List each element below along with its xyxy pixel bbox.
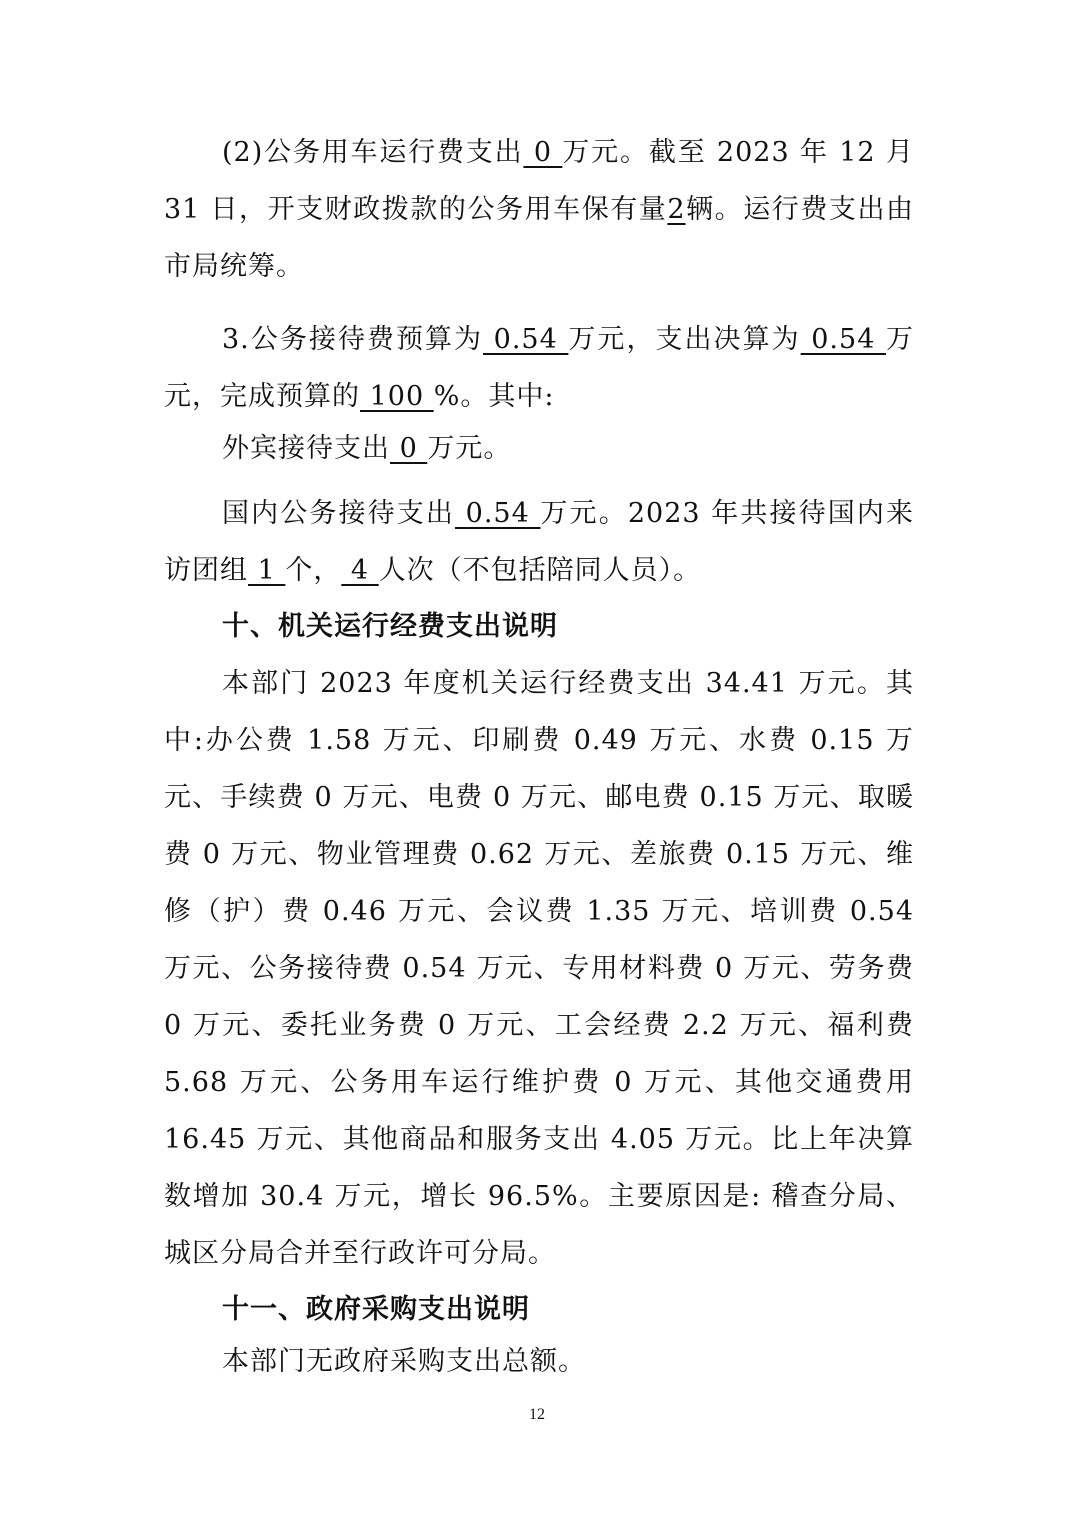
text-span: (2)公务用车运行费支出	[222, 137, 524, 168]
paragraph-domestic-reception	[164, 485, 914, 599]
text-span: 3.公务接待费预算为	[222, 324, 484, 355]
page-number: 12	[529, 1406, 545, 1423]
paragraph-foreign-reception	[164, 425, 914, 473]
filled-value: 4	[341, 555, 379, 586]
filled-value: 0.54	[800, 324, 886, 355]
text-span: 万元。2023 年共接待国内来访团组	[164, 498, 914, 586]
paragraph-reception-budget	[164, 311, 914, 425]
section-heading-10: 十、机关运行经费支出说明	[222, 611, 558, 642]
filled-value: 0	[523, 137, 563, 168]
text-span: 个，	[285, 555, 342, 586]
text-span: 外宾接待支出	[222, 433, 390, 464]
filled-value: 2	[667, 194, 686, 225]
text-span: 万元，支出决算为	[568, 324, 801, 355]
text-span: 辆。运行费支出由市局统筹。	[164, 194, 914, 282]
page-content	[164, 124, 914, 1386]
text-span: 人次（不包括陪同人员）。	[378, 555, 702, 586]
section-heading-11: 十一、政府采购支出说明	[222, 1294, 530, 1325]
text-span: %。其中:	[433, 381, 555, 412]
paragraph-vehicle-operation	[164, 124, 914, 295]
text-span: 万元，完成预算的	[164, 324, 914, 412]
text-span: 万元。	[427, 433, 512, 464]
filled-value: 0.54	[483, 324, 569, 355]
text-span: 国内公务接待支出	[222, 498, 455, 529]
filled-value: 1	[248, 555, 286, 586]
paragraph-operating-expenses: 本部门 2023 年度机关运行经费支出 34.41 万元。其中:办公费 1.58 万元、印刷费 0.49 万元、水费 0.15 万元、手续费 0 万元、电费 0 万元、邮电费 0.15 万元、取暖费 0 万元、物业管理费 0.62 万元、差旅费 0.15 万元、维修（护）费 0.46 万元、会议费 1.35 万元、培训费 0.54 万元、公务接待费 0.54 万元、专用材料费 0 万元、劳务费 0 万元、委托业务费 0 万元、工会经费 2.2 万元、福利费 5.68 万元、公务用车运行维护费 0 万元、其他交通费用 16.45 万元、其他商品和服务支出 4.05 万元。比上年决算数增加 30.4 万元，增长 96.5%。主要原因是: 稽查分局、城区分局合并至行政许可分局。	[164, 668, 914, 1269]
filled-value: 0	[390, 433, 428, 464]
paragraph-procurement: 本部门无政府采购支出总额。	[222, 1346, 586, 1377]
filled-value: 100	[360, 381, 434, 412]
text-span: 万元。截至 2023 年 12 月 31 日，开支财政拨款的公务用车保有量	[164, 137, 915, 225]
filled-value: 0.54	[454, 498, 541, 529]
